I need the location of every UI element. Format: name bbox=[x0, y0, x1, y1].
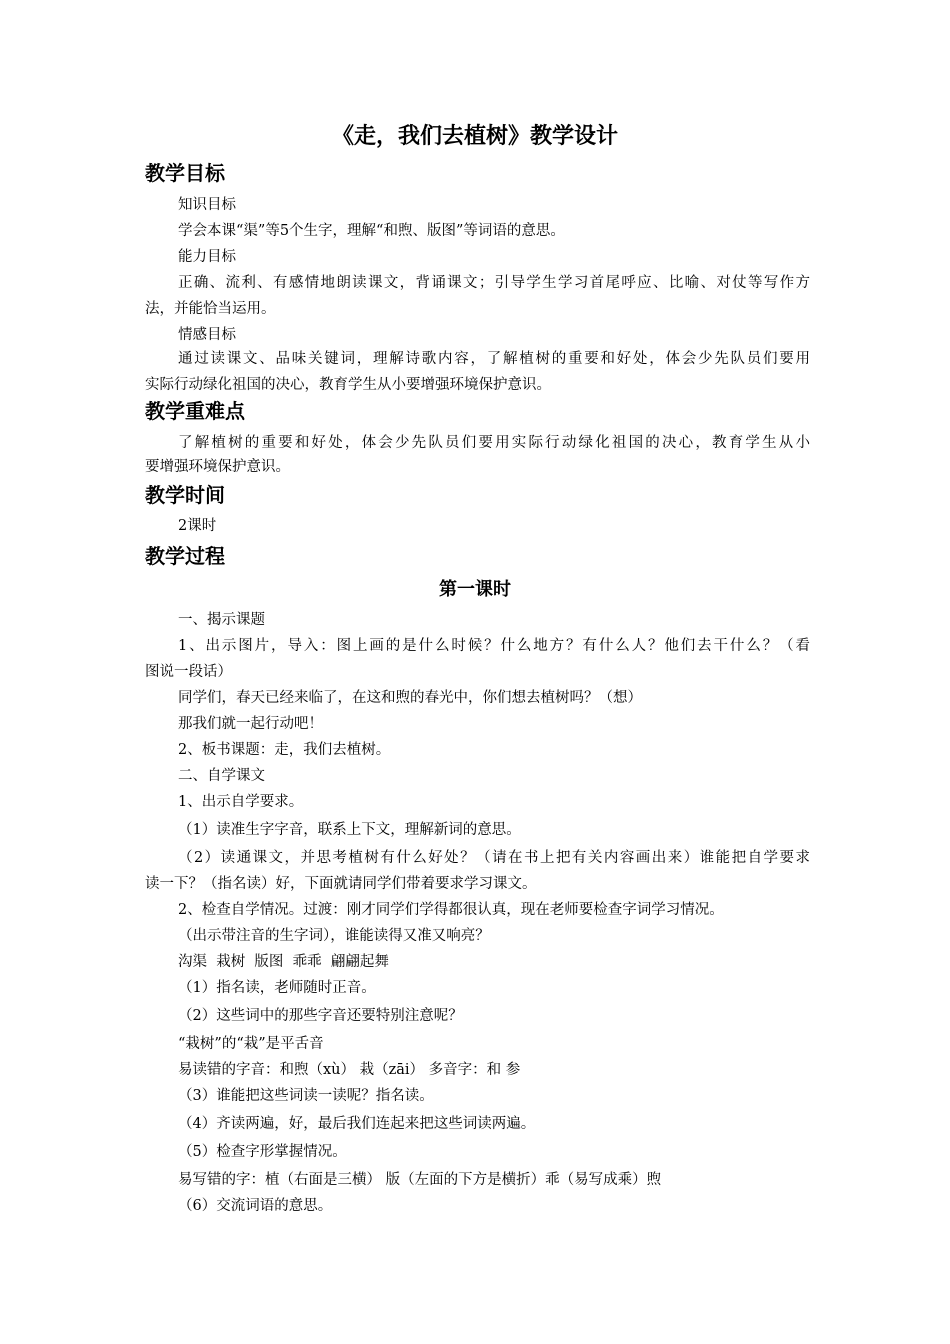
lesson-1-heading: 第一课时 bbox=[439, 579, 511, 600]
process-line: （1）读准生字字音，联系上下文，理解新词的意思。 bbox=[178, 822, 521, 838]
knowledge-goal-text: 学会本课“渠”等5个生字，理解“和煦、版图”等词语的意思。 bbox=[178, 223, 565, 239]
time-heading: 教学时间 bbox=[145, 483, 225, 507]
process-line: （4）齐读两遍，好，最后我们连起来把这些词读两遍。 bbox=[178, 1116, 536, 1132]
process-line: 1、出示自学要求。 bbox=[178, 794, 304, 810]
process-line: （6）交流词语的意思。 bbox=[178, 1198, 333, 1214]
process-line: （2）读通课文，并思考植树有什么好处？（请在书上把有关内容画出来）谁能把自学要求 bbox=[178, 850, 810, 866]
process-line: （出示带注音的生字词），谁能读得又准又响亮？ bbox=[178, 928, 490, 944]
ability-goal-label: 能力目标 bbox=[178, 249, 236, 265]
process-line: 读一下？（指名读）好，下面就请同学们带着要求学习课文。 bbox=[145, 876, 537, 892]
process-line: 图说一段话） bbox=[145, 664, 232, 680]
time-text: 2课时 bbox=[178, 518, 217, 534]
process-line: 二、自学课文 bbox=[178, 768, 265, 784]
process-line: （5）检查字形掌握情况。 bbox=[178, 1144, 347, 1160]
ability-goal-line-1: 正确、流利、有感情地朗读课文，背诵课文；引导学生学习首尾呼应、比喻、对仗等写作方 bbox=[178, 275, 810, 291]
emotion-goal-line-1: 通过读课文、品味关键词，理解诗歌内容，了解植树的重要和好处，体会少先队员们要用 bbox=[178, 351, 810, 367]
process-line: “栽树”的“栽”是平舌音 bbox=[178, 1036, 324, 1052]
emotion-goal-line-2: 实际行动绿化祖国的决心，教育学生从小要增强环境保护意识。 bbox=[145, 377, 551, 393]
process-line: 易读错的字音：和煦（xù） 栽（zāi） 多音字：和 参 bbox=[178, 1062, 521, 1078]
process-line: 那我们就一起行动吧！ bbox=[178, 716, 323, 732]
process-line: （3）谁能把这些词读一读呢？指名读。 bbox=[178, 1088, 434, 1104]
process-line: 2、板书课题：走，我们去植树。 bbox=[178, 742, 391, 758]
vocabulary-list: 沟渠 栽树 版图 乖乖 翩翩起舞 bbox=[178, 954, 389, 970]
process-line: 1、出示图片，导入：图上画的是什么时候？什么地方？有什么人？他们去干什么？（看 bbox=[178, 638, 810, 654]
process-line: 2、检查自学情况。过渡：刚才同学们学得都很认真，现在老师要检查字词学习情况。 bbox=[178, 902, 724, 918]
goals-heading: 教学目标 bbox=[145, 161, 225, 185]
process-line: （2）这些词中的那些字音还要特别注意呢？ bbox=[178, 1008, 463, 1024]
process-line: 易写错的字：植（右面是三横） 版（左面的下方是横折）乖（易写成乘）煦 bbox=[178, 1172, 662, 1188]
process-heading: 教学过程 bbox=[145, 544, 225, 568]
process-line: （1）指名读，老师随时正音。 bbox=[178, 980, 376, 996]
knowledge-goal-label: 知识目标 bbox=[178, 197, 236, 213]
difficulty-line-1: 了解植树的重要和好处，体会少先队员们要用实际行动绿化祖国的决心，教育学生从小 bbox=[178, 435, 810, 451]
process-line: 同学们，春天已经来临了，在这和煦的春光中，你们想去植树吗？（想） bbox=[178, 690, 642, 706]
document-title: 《走，我们去植树》教学设计 bbox=[331, 124, 618, 149]
ability-goal-line-2: 法，并能恰当运用。 bbox=[145, 301, 276, 317]
difficulty-line-2: 要增强环境保护意识。 bbox=[145, 459, 290, 475]
process-line: 一、揭示课题 bbox=[178, 612, 265, 628]
emotion-goal-label: 情感目标 bbox=[178, 327, 236, 343]
difficulty-heading: 教学重难点 bbox=[145, 399, 245, 423]
